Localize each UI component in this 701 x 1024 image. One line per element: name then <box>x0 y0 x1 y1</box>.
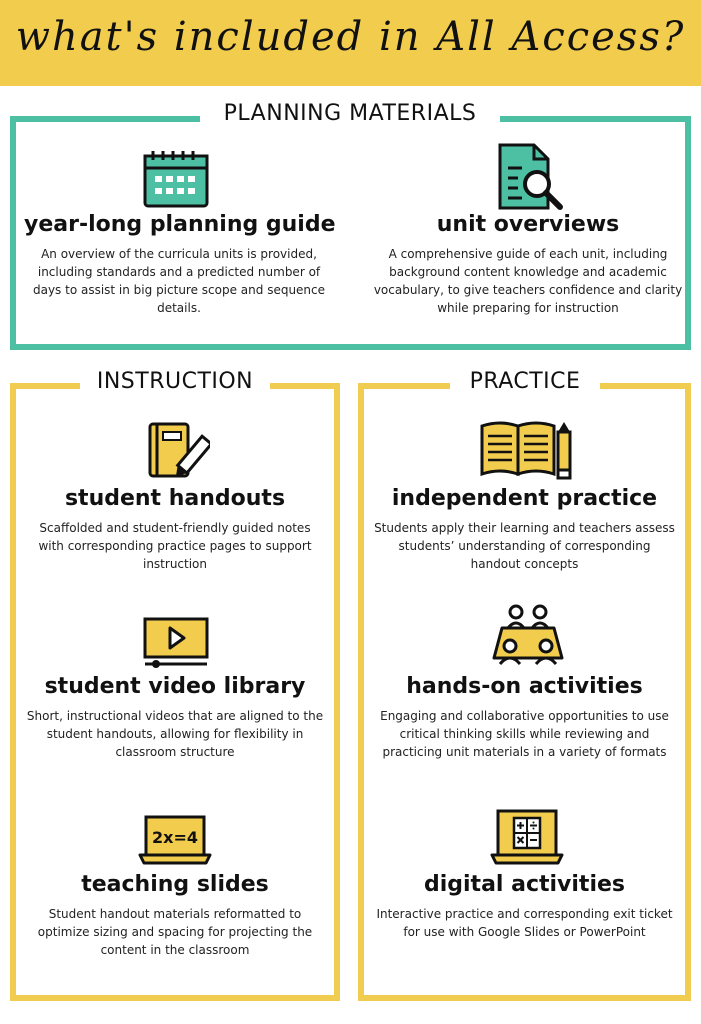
instruction-item-teaching-slides <box>26 872 324 959</box>
item-title: year-long planning guide <box>24 212 336 237</box>
instruction-item-handouts <box>26 486 324 573</box>
practice-heading: PRACTICE <box>450 369 600 394</box>
video-player-icon <box>142 616 210 670</box>
laptop-screen-text: 2x=4 <box>152 828 198 847</box>
header-banner <box>0 0 701 86</box>
document-magnifier-icon <box>496 142 566 212</box>
planning-item-year-long <box>24 212 334 317</box>
item-title: student video library <box>44 674 306 699</box>
item-description: A comprehensive guide of each unit, including background content knowledge and academic vocabulary, to give teachers confidence and clarity while preparing for instruction <box>373 247 683 315</box>
item-title: unit overviews <box>436 212 620 237</box>
item-title: hands-on activities <box>406 674 643 699</box>
planning-item-unit-overviews <box>372 212 684 317</box>
laptop-calculator-icon <box>490 808 564 868</box>
item-description: Short, instructional videos that are aligned to the student handouts, allowing for flexibility in classroom structure <box>26 709 324 759</box>
calendar-icon <box>143 150 209 208</box>
practice-item-hands-on <box>372 674 677 761</box>
laptop-equation-icon <box>138 814 212 866</box>
practice-item-digital <box>372 872 677 941</box>
instruction-heading: INSTRUCTION <box>80 369 270 394</box>
item-description: Interactive practice and corresponding exit ticket for use with Google Slides or PowerPoint <box>376 907 673 939</box>
planning-materials-heading: PLANNING MATERIALS <box>200 101 500 126</box>
instruction-item-video-library <box>24 674 326 761</box>
page-title: what's included in All Access? <box>15 14 686 60</box>
notebook-pencil-icon <box>146 420 210 484</box>
group-table-icon <box>490 602 566 666</box>
item-title: independent practice <box>391 486 658 511</box>
item-title: digital activities <box>423 872 626 897</box>
item-description: Students apply their learning and teachers assess students’ understanding of corresponding handout concepts <box>374 521 675 571</box>
item-title: student handouts <box>64 486 286 511</box>
open-book-pencil-icon <box>478 420 578 480</box>
item-description: Scaffolded and student-friendly guided notes with corresponding practice pages to support instruction <box>38 521 312 571</box>
practice-item-independent <box>372 486 677 573</box>
item-description: Student handout materials reformatted to optimize sizing and spacing for projecting the content in the classroom <box>37 907 313 957</box>
item-title: teaching slides <box>81 872 269 897</box>
item-description: An overview of the curricula units is provided, including standards and a predicted number of days to assist in big picture scope and sequence details. <box>32 247 326 315</box>
item-description: Engaging and collaborative opportunities to use critical thinking skills while reviewing and practicing unit materials in a variety of formats <box>380 709 669 759</box>
